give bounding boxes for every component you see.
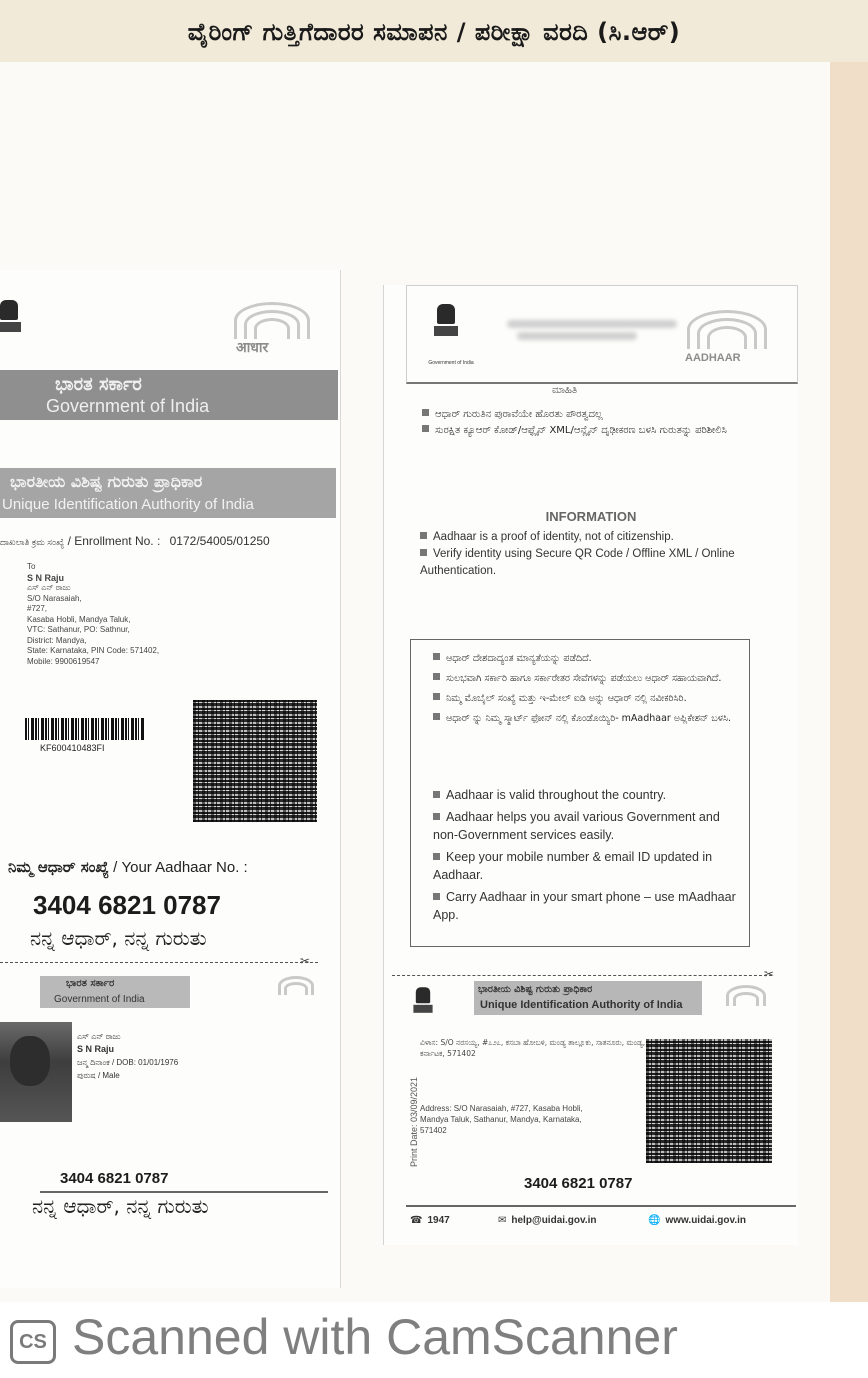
- aadhaar-slogan: ನನ್ನ ಆಧಾರ್, ನನ್ನ ಗುರುತು: [30, 926, 207, 950]
- aadhaar-logo-icon: [675, 304, 775, 374]
- card-slogan: ನನ್ನ ಆಧಾರ್, ನನ್ನ ಗುರುತು: [32, 1194, 209, 1218]
- aadhaar-logo-text: आधार: [236, 340, 269, 356]
- national-emblem-icon: [0, 300, 24, 342]
- card-name-kn: ಎಸ್ ಎನ್ ರಾಜು: [77, 1032, 121, 1041]
- page-title: ವೈರಿಂಗ್ ಗುತ್ತಿಗೆದಾರರ ಸಮಾಪನ / ಪರೀಕ್ಷಾ ವರದಿ (ಸಿ.ಆರ್): [187, 18, 681, 46]
- benefits-kn: [433, 652, 733, 732]
- card-dob: ಜನ್ಮ ದಿನಾಂಕ / DOB: 01/01/1976: [77, 1058, 179, 1067]
- benefits-en: [433, 786, 743, 928]
- recipient-address: [27, 562, 237, 667]
- card-aadhaar-number: 3404 6821 0787: [60, 1170, 169, 1187]
- government-of-india-band: [0, 370, 338, 420]
- list-item: Carry Aadhaar in your smart phone – use mAadhaar App.: [433, 890, 736, 922]
- address-line: VTC: Sathanur, PO: Sathnur,: [27, 625, 130, 634]
- uidai-band: [0, 468, 336, 518]
- card-gender: ಪುರುಷ / Male: [77, 1071, 120, 1080]
- card-gov-band: [40, 976, 190, 1008]
- list-item: Aadhaar is valid throughout the country.: [433, 786, 743, 804]
- address-line: District: Mandya,: [27, 635, 87, 645]
- card-gov-kn: ಭಾರತ ಸರ್ಕಾರ: [66, 978, 115, 989]
- qr-code: [646, 1039, 772, 1163]
- scissors-icon: ✂: [300, 954, 311, 968]
- recipient-name: S N Raju: [27, 572, 65, 583]
- national-emblem-icon: [411, 987, 435, 1021]
- camscanner-footer: [0, 1302, 868, 1378]
- camscanner-logo-icon: CS: [10, 1320, 56, 1364]
- address-line: #727,: [27, 604, 48, 613]
- contact-phone: ☎ 1947: [410, 1215, 450, 1226]
- uidai-label-kn: ಭಾರತೀಯ ವಿಶಿಷ್ಟ ಗುರುತು ಪ್ರಾಧಿಕಾರ: [10, 472, 203, 491]
- address-kn: ವಿಳಾಸ: S/O ನರಸಯ್ಯ, #೭೨೭, ಕಸಬಾ ಹೋಬಳಿ, ಮಂಡ್ಯ ತಾಲ್ಲೂಕು, ಸಾತನೂರು, ಮಂಡ್ಯ, ಕರ್ನಾಟಕ, 571402: [420, 1038, 646, 1058]
- divider: [40, 1191, 328, 1193]
- holder-photo: [0, 1022, 72, 1122]
- camscanner-watermark: Scanned with CamScanner: [72, 1309, 678, 1365]
- list-item: ಆಧಾರ್ ಗುರುತಿನ ಪುರಾವೆಯೇ ಹೊರತು ಪೌರತ್ವದಲ್ಲ: [422, 407, 777, 423]
- uidai-label-en: Unique Identification Authority of India: [480, 999, 683, 1011]
- mail-icon: ✉: [498, 1215, 507, 1226]
- address-line: Kasaba Hobli, Mandya Taluk,: [27, 614, 131, 624]
- enrollment-label-kn: ದಾಖಲಾತಿ ಕ್ರಮ ಸಂಖ್ಯೆ: [0, 537, 65, 547]
- list-item: Keep your mobile number & email ID updated in Aadhaar.: [433, 850, 713, 882]
- divider: [406, 1205, 796, 1207]
- right-aadhaar-letter: [383, 285, 798, 1245]
- page-edge-stripe: [830, 62, 868, 1302]
- list-item: Aadhaar is a proof of identity, not of citizenship.: [420, 529, 780, 546]
- card-aadhaar-number: 3404 6821 0787: [524, 1175, 633, 1192]
- aadhaar-number-label: [8, 858, 248, 876]
- cut-line: [392, 975, 772, 976]
- list-item: ಆಧಾರ್ ನ್ನು ನಿಮ್ಮ ಸ್ಮಾರ್ಟ್ ಫೋನ್ ನಲ್ಲಿ ಕೊಂಡೊಯ್ಯಿರಿ- mAadhaar ಅಪ್ಲಿಕೇಶನ್ ಬಳಸಿ.: [433, 712, 733, 726]
- gov-label-kn: ಭಾರತ ಸರ್ಕಾರ: [55, 374, 142, 395]
- letter-header: [406, 285, 798, 384]
- gov-label-en: Government of India: [46, 396, 210, 416]
- scissors-icon: ✂: [764, 967, 775, 981]
- list-item: Aadhaar helps you avail various Government and non-Government services easily.: [433, 810, 720, 842]
- print-date: Print Date: 03/09/2021: [409, 1076, 420, 1168]
- recipient-name-kn: ಎಸ್ ಎನ್ ರಾಜು: [27, 583, 71, 592]
- aadhaar-label-en: / Your Aadhaar No. :: [113, 859, 248, 876]
- info-heading-kn: ಮಾಹಿತಿ: [552, 385, 578, 396]
- card-name: S N Raju: [77, 1044, 115, 1054]
- globe-icon: 🌐: [648, 1215, 661, 1226]
- redacted-text: [507, 320, 677, 328]
- address-line: S/O Narasaiah,: [27, 593, 82, 603]
- cut-line: [0, 962, 318, 963]
- uidai-band: [474, 981, 702, 1015]
- info-heading: INFORMATION: [545, 509, 637, 524]
- qr-code: [193, 700, 317, 822]
- info-points: [420, 529, 780, 580]
- info-points-kn: [422, 407, 777, 439]
- address-to: To: [27, 562, 36, 571]
- card-holder-details: [77, 1030, 178, 1082]
- address-line: State: Karnataka, PIN Code: 571402,: [27, 646, 160, 655]
- barcode: [25, 718, 145, 740]
- address-en: Address: S/O Narasaiah, #727, Kasaba Hobli, Mandya Taluk, Sathanur, Mandya, Karnataka, 571402: [420, 1104, 583, 1135]
- card-aadhaar-logo-icon: [274, 974, 314, 1004]
- aadhaar-label-kn: ನಿಮ್ಮ ಆಧಾರ್ ಸಂಖ್ಯೆ: [8, 858, 109, 876]
- contact-email: ✉ help@uidai.gov.in: [498, 1215, 597, 1226]
- enrollment-number: 0172/54005/01250: [169, 534, 270, 548]
- left-aadhaar-letter: [0, 270, 341, 1288]
- redacted-text: [517, 332, 637, 340]
- national-emblem-icon: [428, 304, 474, 366]
- list-item: ಸುರಕ್ಷಿತ ಕ್ಯೂಆರ್ ಕೋಡ್/ಆಫ್ಲೈನ್ XML/ಆನ್ಲೈನ್ ದೃಢೀಕರಣ ಬಳಸಿ ಗುರುತನ್ನು ಪರಿಶೀಲಿಸಿ: [422, 423, 777, 439]
- aadhaar-benefits-box: [410, 639, 750, 947]
- list-item: Verify identity using Secure QR Code / Offline XML / Online Authentication.: [420, 548, 735, 577]
- card-gov-en: Government of India: [54, 994, 145, 1005]
- phone-icon: ☎: [410, 1215, 423, 1226]
- list-item: ಸುಲಭವಾಗಿ ಸರ್ಕಾರಿ ಹಾಗೂ ಸರ್ಕಾರೇತರ ಸೇವೆಗಳನ್ನು ಪಡೆಯಲು ಆಧಾರ್ ಸಹಾಯವಾಗಿದೆ.: [433, 672, 733, 686]
- address-line: Mobile: 9900619547: [27, 656, 100, 666]
- aadhaar-logo-icon: [226, 296, 316, 356]
- list-item: ನಿಮ್ಮ ಮೊಬೈಲ್ ಸಂಖ್ಯೆ ಮತ್ತು ಇ-ಮೇಲ್ ಐಡಿ ಅನ್ನು ಆಧಾರ್ ನಲ್ಲಿ ನವೀಕರಿಸಿರಿ.: [433, 692, 733, 706]
- uidai-label-en: Unique Identification Authority of India: [2, 496, 254, 513]
- enrollment-label-en: / Enrollment No. :: [67, 534, 161, 548]
- barcode-text: KF600410483FI: [40, 743, 105, 753]
- aadhaar-number: 3404 6821 0787: [33, 890, 221, 920]
- uidai-label-kn: ಭಾರತೀಯ ವಿಶಿಷ್ಟ ಗುರುತು ಪ್ರಾಧಿಕಾರ: [478, 984, 593, 995]
- card-aadhaar-logo-icon: [722, 983, 768, 1015]
- enrollment-number-row: [0, 534, 270, 548]
- contact-website: 🌐 www.uidai.gov.in: [648, 1215, 747, 1226]
- list-item: ಆಧಾರ್ ದೇಶದಾದ್ಯಂತ ಮಾನ್ಯತೆಯನ್ನು ಪಡೆದಿದೆ.: [433, 652, 733, 666]
- emblem-caption: Government of India: [428, 360, 474, 366]
- aadhaar-logo-text: AADHAAR: [685, 352, 741, 364]
